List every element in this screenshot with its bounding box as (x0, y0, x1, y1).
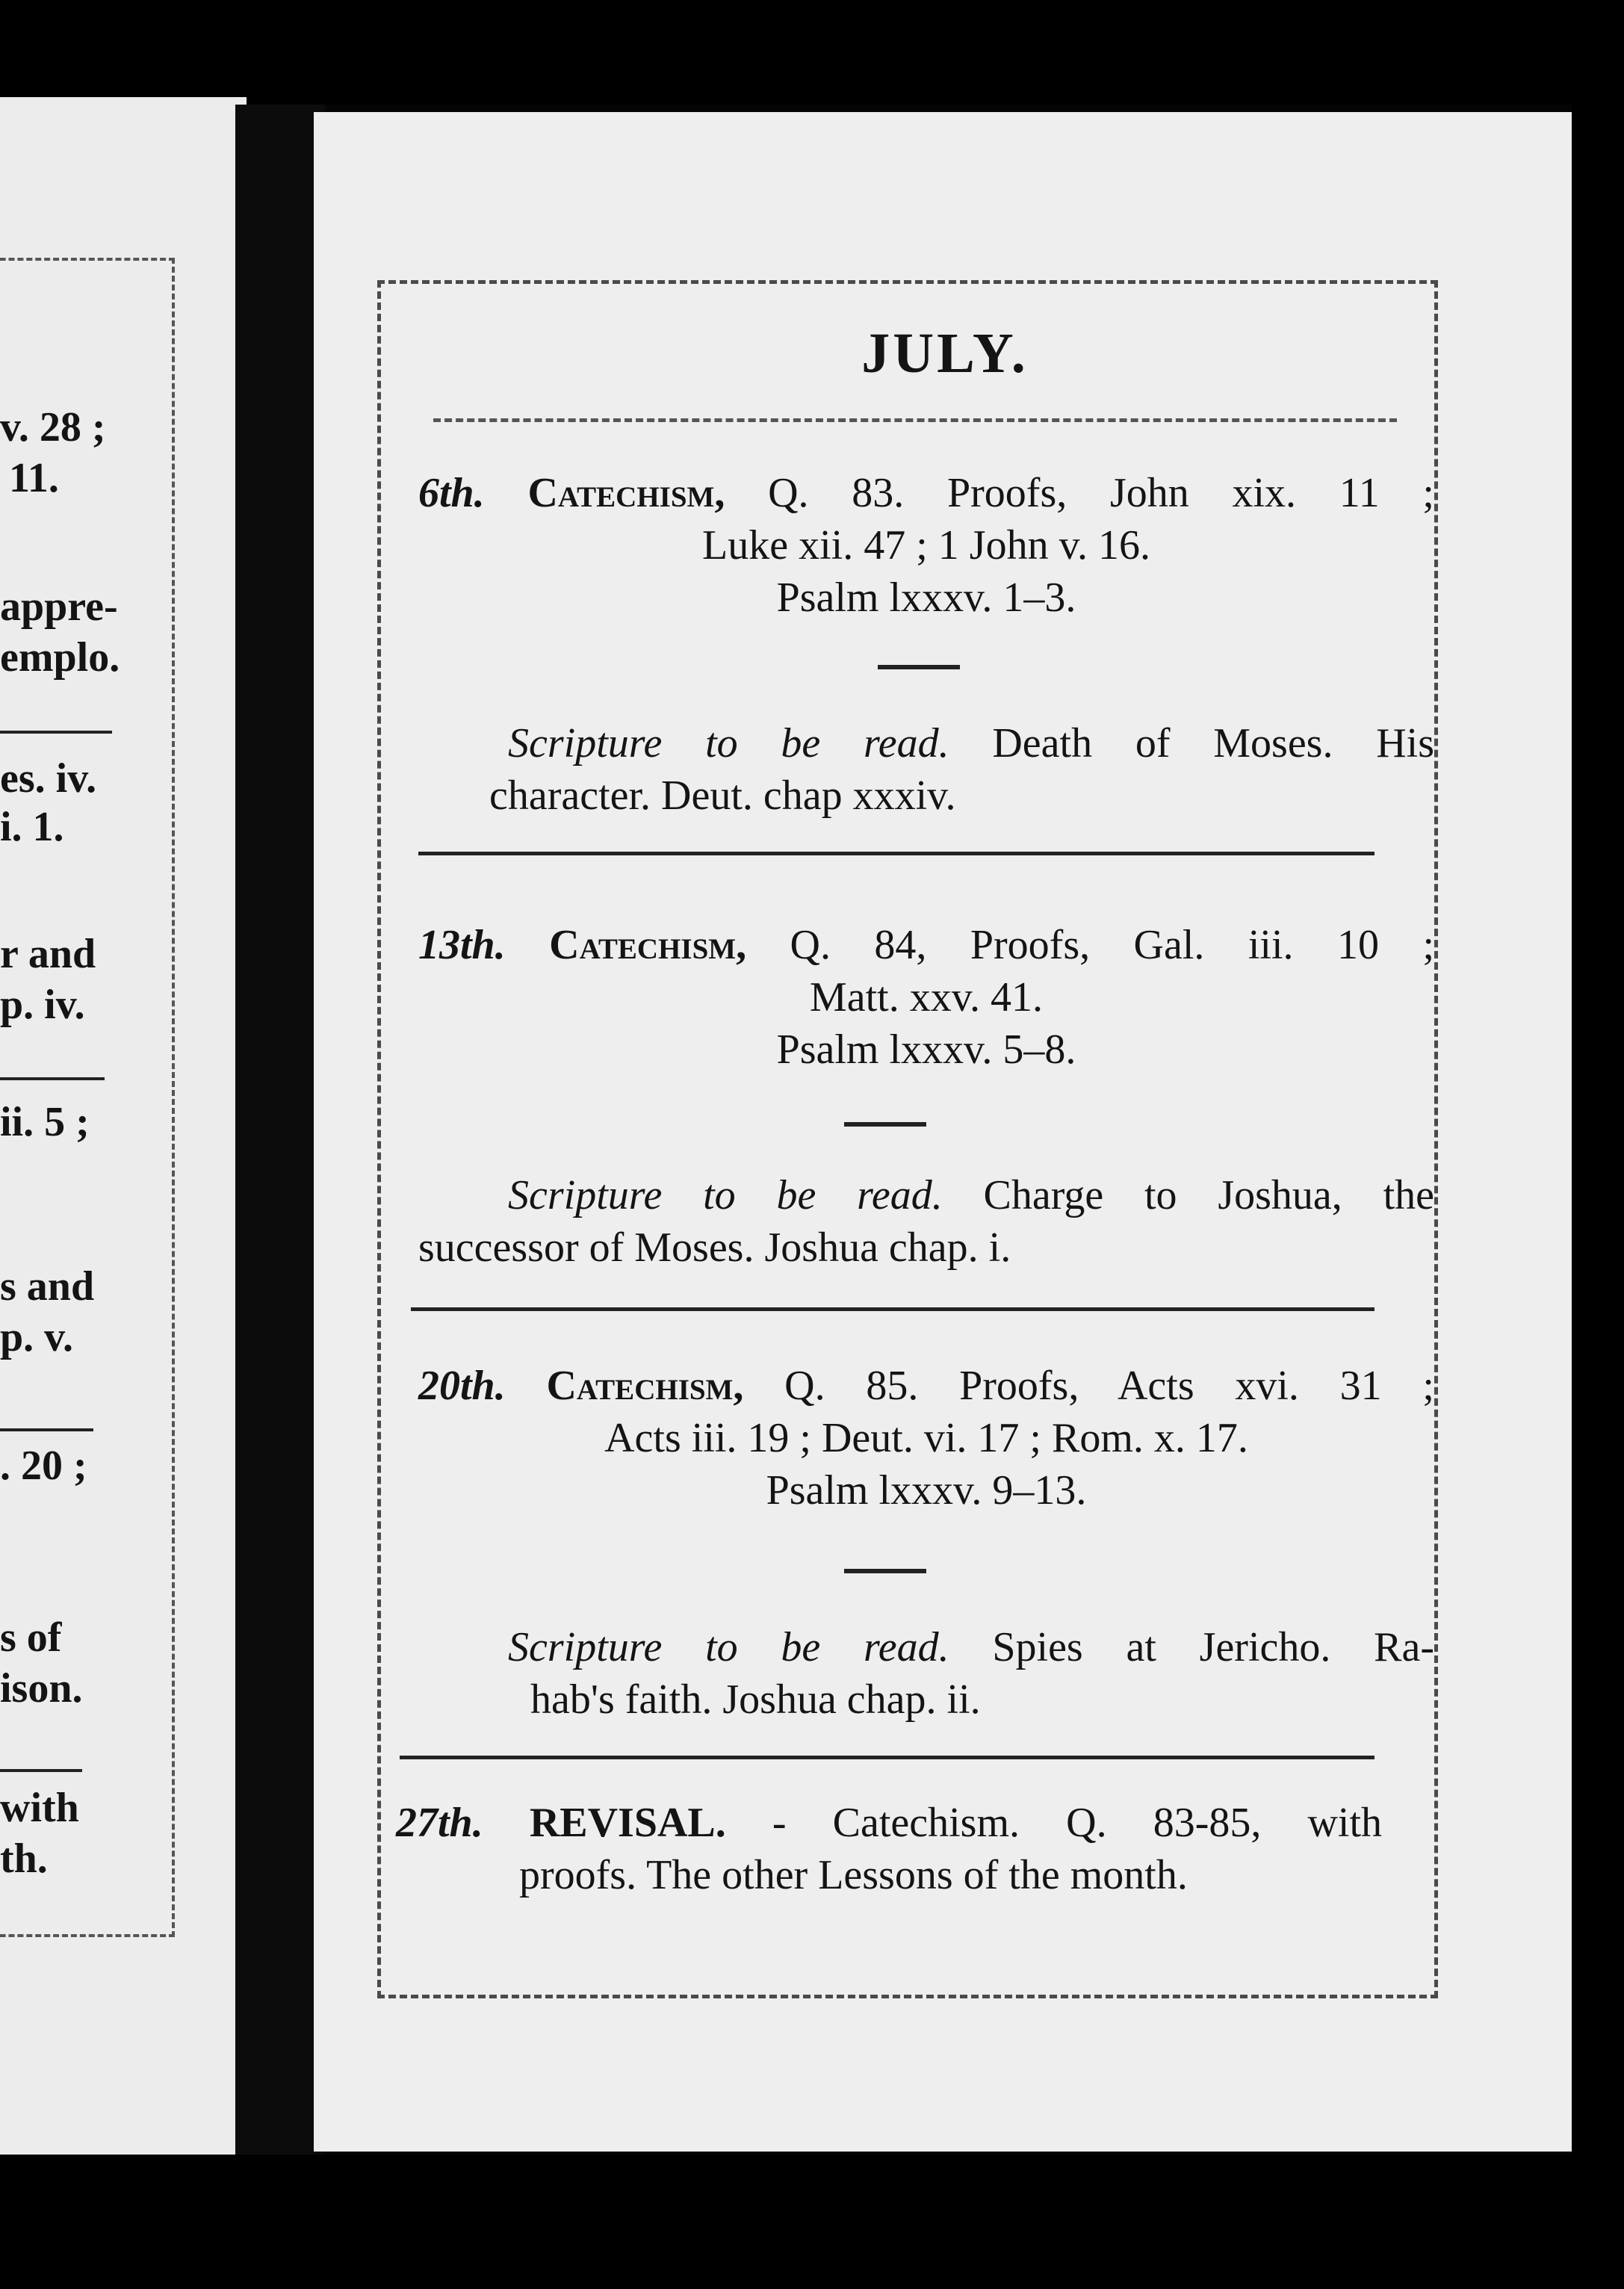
scripture-reading (418, 1169, 1434, 1274)
proofs-continuation: Luke xii. 47 ; 1 John v. 16. (702, 522, 1150, 569)
catechism-line (418, 1360, 1434, 1412)
fragment-text: p. v. (0, 1314, 74, 1360)
section-divider (844, 1569, 926, 1573)
revisal-continuation: proofs. The other Lessons of the month. (519, 1852, 1188, 1898)
revisal-label: REVISAL. (529, 1800, 726, 1846)
proofs-text: Proofs, Acts xvi. 31 ; (959, 1363, 1434, 1409)
fragment-text: v. 28 ; (0, 404, 106, 450)
psalm-reference: Psalm lxxxv. 5–8. (776, 1026, 1076, 1073)
catechism-line (418, 919, 1434, 971)
scripture-line (418, 1621, 1434, 1673)
fragment-text: th. (0, 1836, 48, 1882)
fragment-text: s and (0, 1263, 95, 1310)
proofs-text: Proofs, John xix. 11 ; (947, 470, 1434, 516)
previous-page-fragment (0, 97, 247, 2159)
fragment-text: . 20 ; (0, 1443, 87, 1489)
catechism-label: Catechism, (527, 470, 725, 516)
scripture-label: Scripture to be read. (508, 720, 949, 766)
scripture-line (418, 717, 1434, 769)
title-divider (433, 418, 1397, 422)
question-number: Q. 83. (768, 470, 905, 516)
entry-divider (400, 1756, 1374, 1759)
fragment-text: ison. (0, 1665, 83, 1712)
scan-border-top (0, 0, 1624, 105)
fragment-text: r and (0, 931, 96, 977)
scripture-reading (418, 1621, 1434, 1726)
catechism-line (418, 467, 1434, 519)
fragment-text: i. 1. (0, 804, 64, 850)
page-gutter (235, 105, 325, 2166)
fragment-rule (0, 731, 112, 734)
fragment-text: ii. 5 ; (0, 1099, 90, 1145)
entry-date: 27th. (396, 1800, 483, 1846)
lesson-entry (418, 467, 1434, 624)
scan-border-right (1572, 0, 1624, 2289)
scan-border-bottom (0, 2155, 1624, 2289)
proofs-continuation: Acts iii. 19 ; Deut. vi. 17 ; Rom. x. 17. (604, 1415, 1248, 1461)
fragment-rule (0, 1077, 105, 1080)
fragment-text: 11. (9, 455, 59, 501)
fragment-text: with (0, 1785, 79, 1831)
revisal-text: - Catechism. Q. 83-85, with (772, 1800, 1383, 1846)
catechism-label: Catechism, (546, 1363, 744, 1409)
psalm-reference: Psalm lxxxv. 1–3. (776, 574, 1076, 621)
psalm-reference: Psalm lxxxv. 9–13. (766, 1467, 1087, 1514)
entry-divider (411, 1307, 1374, 1311)
fragment-text: p. iv. (0, 982, 85, 1028)
fragment-rule (0, 1769, 82, 1772)
proofs-continuation: Matt. xxv. 41. (809, 974, 1044, 1020)
scripture-reading (418, 717, 1434, 822)
entry-date: 20th. (418, 1363, 506, 1409)
fragment-text: es. iv. (0, 755, 97, 802)
scripture-label: Scripture to be read. (508, 1172, 943, 1218)
fragment-text: appre- (0, 583, 118, 630)
scripture-continuation: successor of Moses. Joshua chap. i. (418, 1224, 1011, 1271)
scripture-text: Charge to Joshua, the (983, 1172, 1434, 1218)
catechism-label: Catechism, (549, 922, 747, 968)
entry-date: 13th. (418, 922, 506, 968)
july-page (314, 112, 1576, 2152)
scripture-line (418, 1169, 1434, 1221)
fragment-text: s of (0, 1614, 62, 1661)
lesson-entry (418, 1360, 1434, 1517)
scripture-text: Spies at Jericho. Ra- (992, 1624, 1434, 1670)
scripture-label: Scripture to be read. (508, 1624, 949, 1670)
entry-divider (418, 852, 1374, 855)
revisal-entry (396, 1797, 1382, 1901)
entry-date: 6th. (418, 470, 485, 516)
proofs-text: Proofs, Gal. iii. 10 ; (970, 922, 1434, 968)
section-divider (844, 1122, 926, 1127)
fragment-text: emplo. (0, 634, 120, 681)
scripture-text: Death of Moses. His (992, 720, 1435, 766)
page-title: JULY. (861, 322, 1029, 385)
section-divider (878, 665, 960, 669)
fragment-rule (0, 1428, 93, 1431)
scripture-continuation: hab's faith. Joshua chap. ii. (530, 1676, 981, 1723)
question-number: Q. 85. (784, 1363, 919, 1409)
scripture-continuation: character. Deut. chap xxxiv. (489, 772, 956, 819)
lesson-entry (418, 919, 1434, 1076)
question-number: Q. 84, (790, 922, 927, 968)
revisal-line (396, 1797, 1382, 1849)
